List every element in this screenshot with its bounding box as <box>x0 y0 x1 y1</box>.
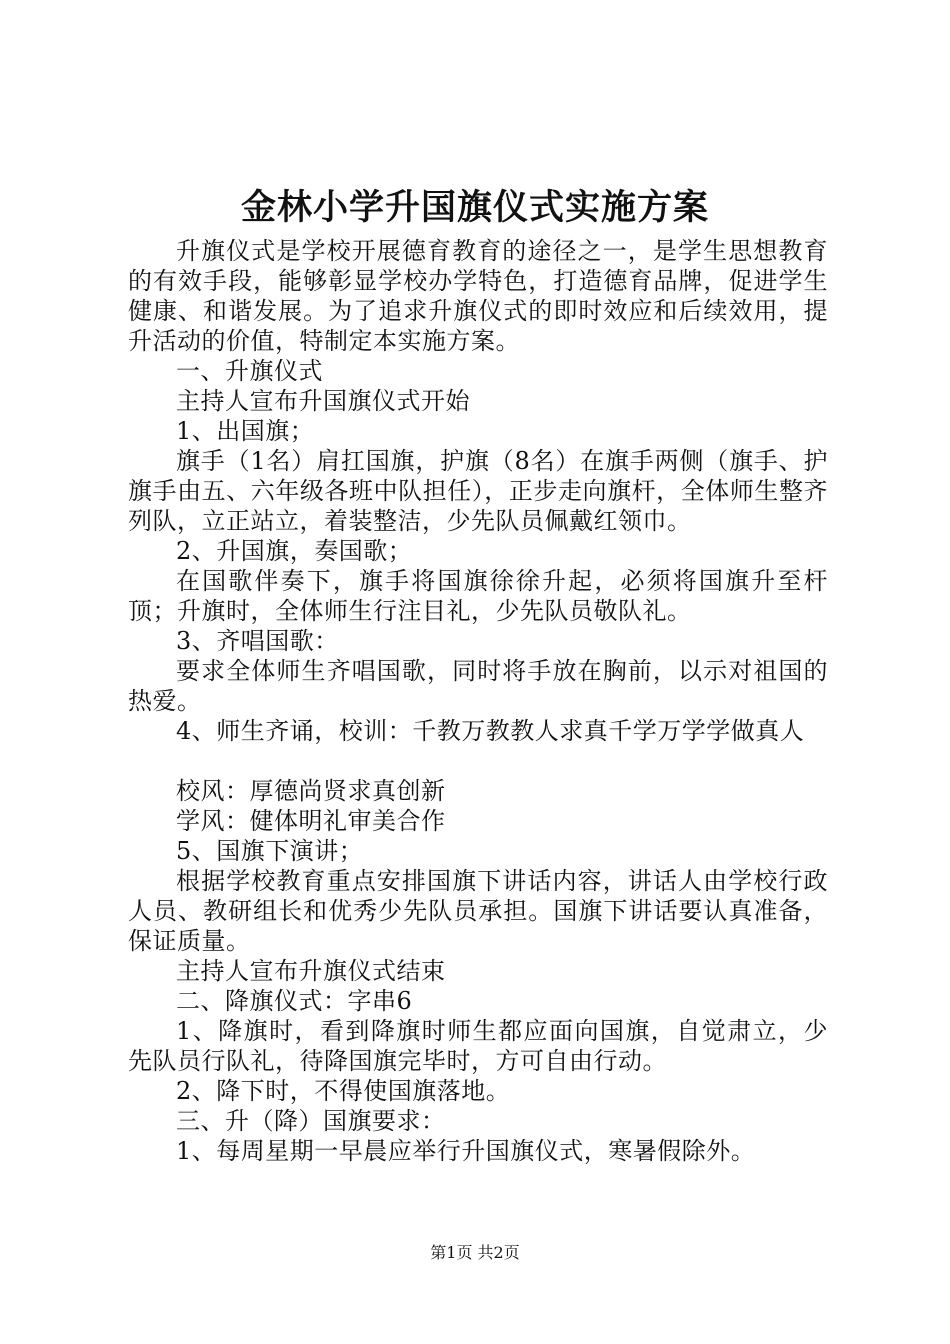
paragraph-school-spirit: 校风：厚德尚贤求真创新 <box>176 777 446 805</box>
document-body <box>128 236 828 1166</box>
step-heading-flag-out: 1、出国旗； <box>176 417 315 445</box>
section-heading-flag-lowering: 二、降旗仪式：字串6 <box>176 987 413 1015</box>
paragraph-speech: 根据学校教育重点安排国旗下讲话内容，讲话人由学校行政人员、教研组长和优秀少先队员承担。国旗下讲话要认真准备，保证质量。 <box>128 867 828 955</box>
document-title: 金林小学升国旗仪式实施方案 <box>240 188 709 228</box>
step-heading-anthem: 3、齐唱国歌： <box>176 627 339 655</box>
step-heading-motto: 4、师生齐诵，校训：千教万教教人求真千学万学学做真人 <box>176 717 805 745</box>
paragraph-study-spirit: 学风：健体明礼审美合作 <box>176 807 446 835</box>
paragraph-lowering-conduct: 1、降旗时，看到降旗时师生都应面向国旗，自觉肃立，少先队员行队礼，待降国旗完毕时，方可自由行动。 <box>128 1017 828 1075</box>
paragraph-ceremony-end: 主持人宣布升旗仪式结束 <box>176 957 446 985</box>
paragraph-anthem: 要求全体师生齐唱国歌，同时将手放在胸前，以示对祖国的热爱。 <box>128 657 828 715</box>
step-heading-raise-flag: 2、升国旗，奏国歌； <box>176 537 413 565</box>
intro-paragraph: 升旗仪式是学校开展德育教育的途径之一，是学生思想教育的有效手段，能够彰显学校办学特色，打造德育品牌，促进学生健康、和谐发展。为了追求升旗仪式的即时效应和后续效用，提升活动的价值，特制定本实施方案。 <box>128 237 828 355</box>
page-footer: 第1页 共2页 <box>430 1243 520 1262</box>
paragraph-monday-requirement: 1、每周星期一早晨应举行升国旗仪式，寒暑假除外。 <box>176 1137 756 1165</box>
section-heading-flag-raising: 一、升旗仪式 <box>176 357 323 385</box>
paragraph-raise-flag: 在国歌伴奏下，旗手将国旗徐徐升起，必须将国旗升至杆顶；升旗时，全体师生行注目礼，少先队员敬队礼。 <box>128 567 828 625</box>
paragraph-flag-out: 旗手（1名）肩扛国旗，护旗（8名）在旗手两侧（旗手、护旗手由五、六年级各班中队担任），正步走向旗杆，全体师生整齐列队，立正站立，着装整洁，少先队员佩戴红领巾。 <box>128 447 828 535</box>
paragraph-lowering-ground: 2、降下时，不得使国旗落地。 <box>176 1077 511 1105</box>
section-heading-requirements: 三、升（降）国旗要求： <box>176 1107 446 1135</box>
step-heading-speech: 5、国旗下演讲； <box>176 837 364 865</box>
paragraph-ceremony-start: 主持人宣布升国旗仪式开始 <box>176 387 470 415</box>
